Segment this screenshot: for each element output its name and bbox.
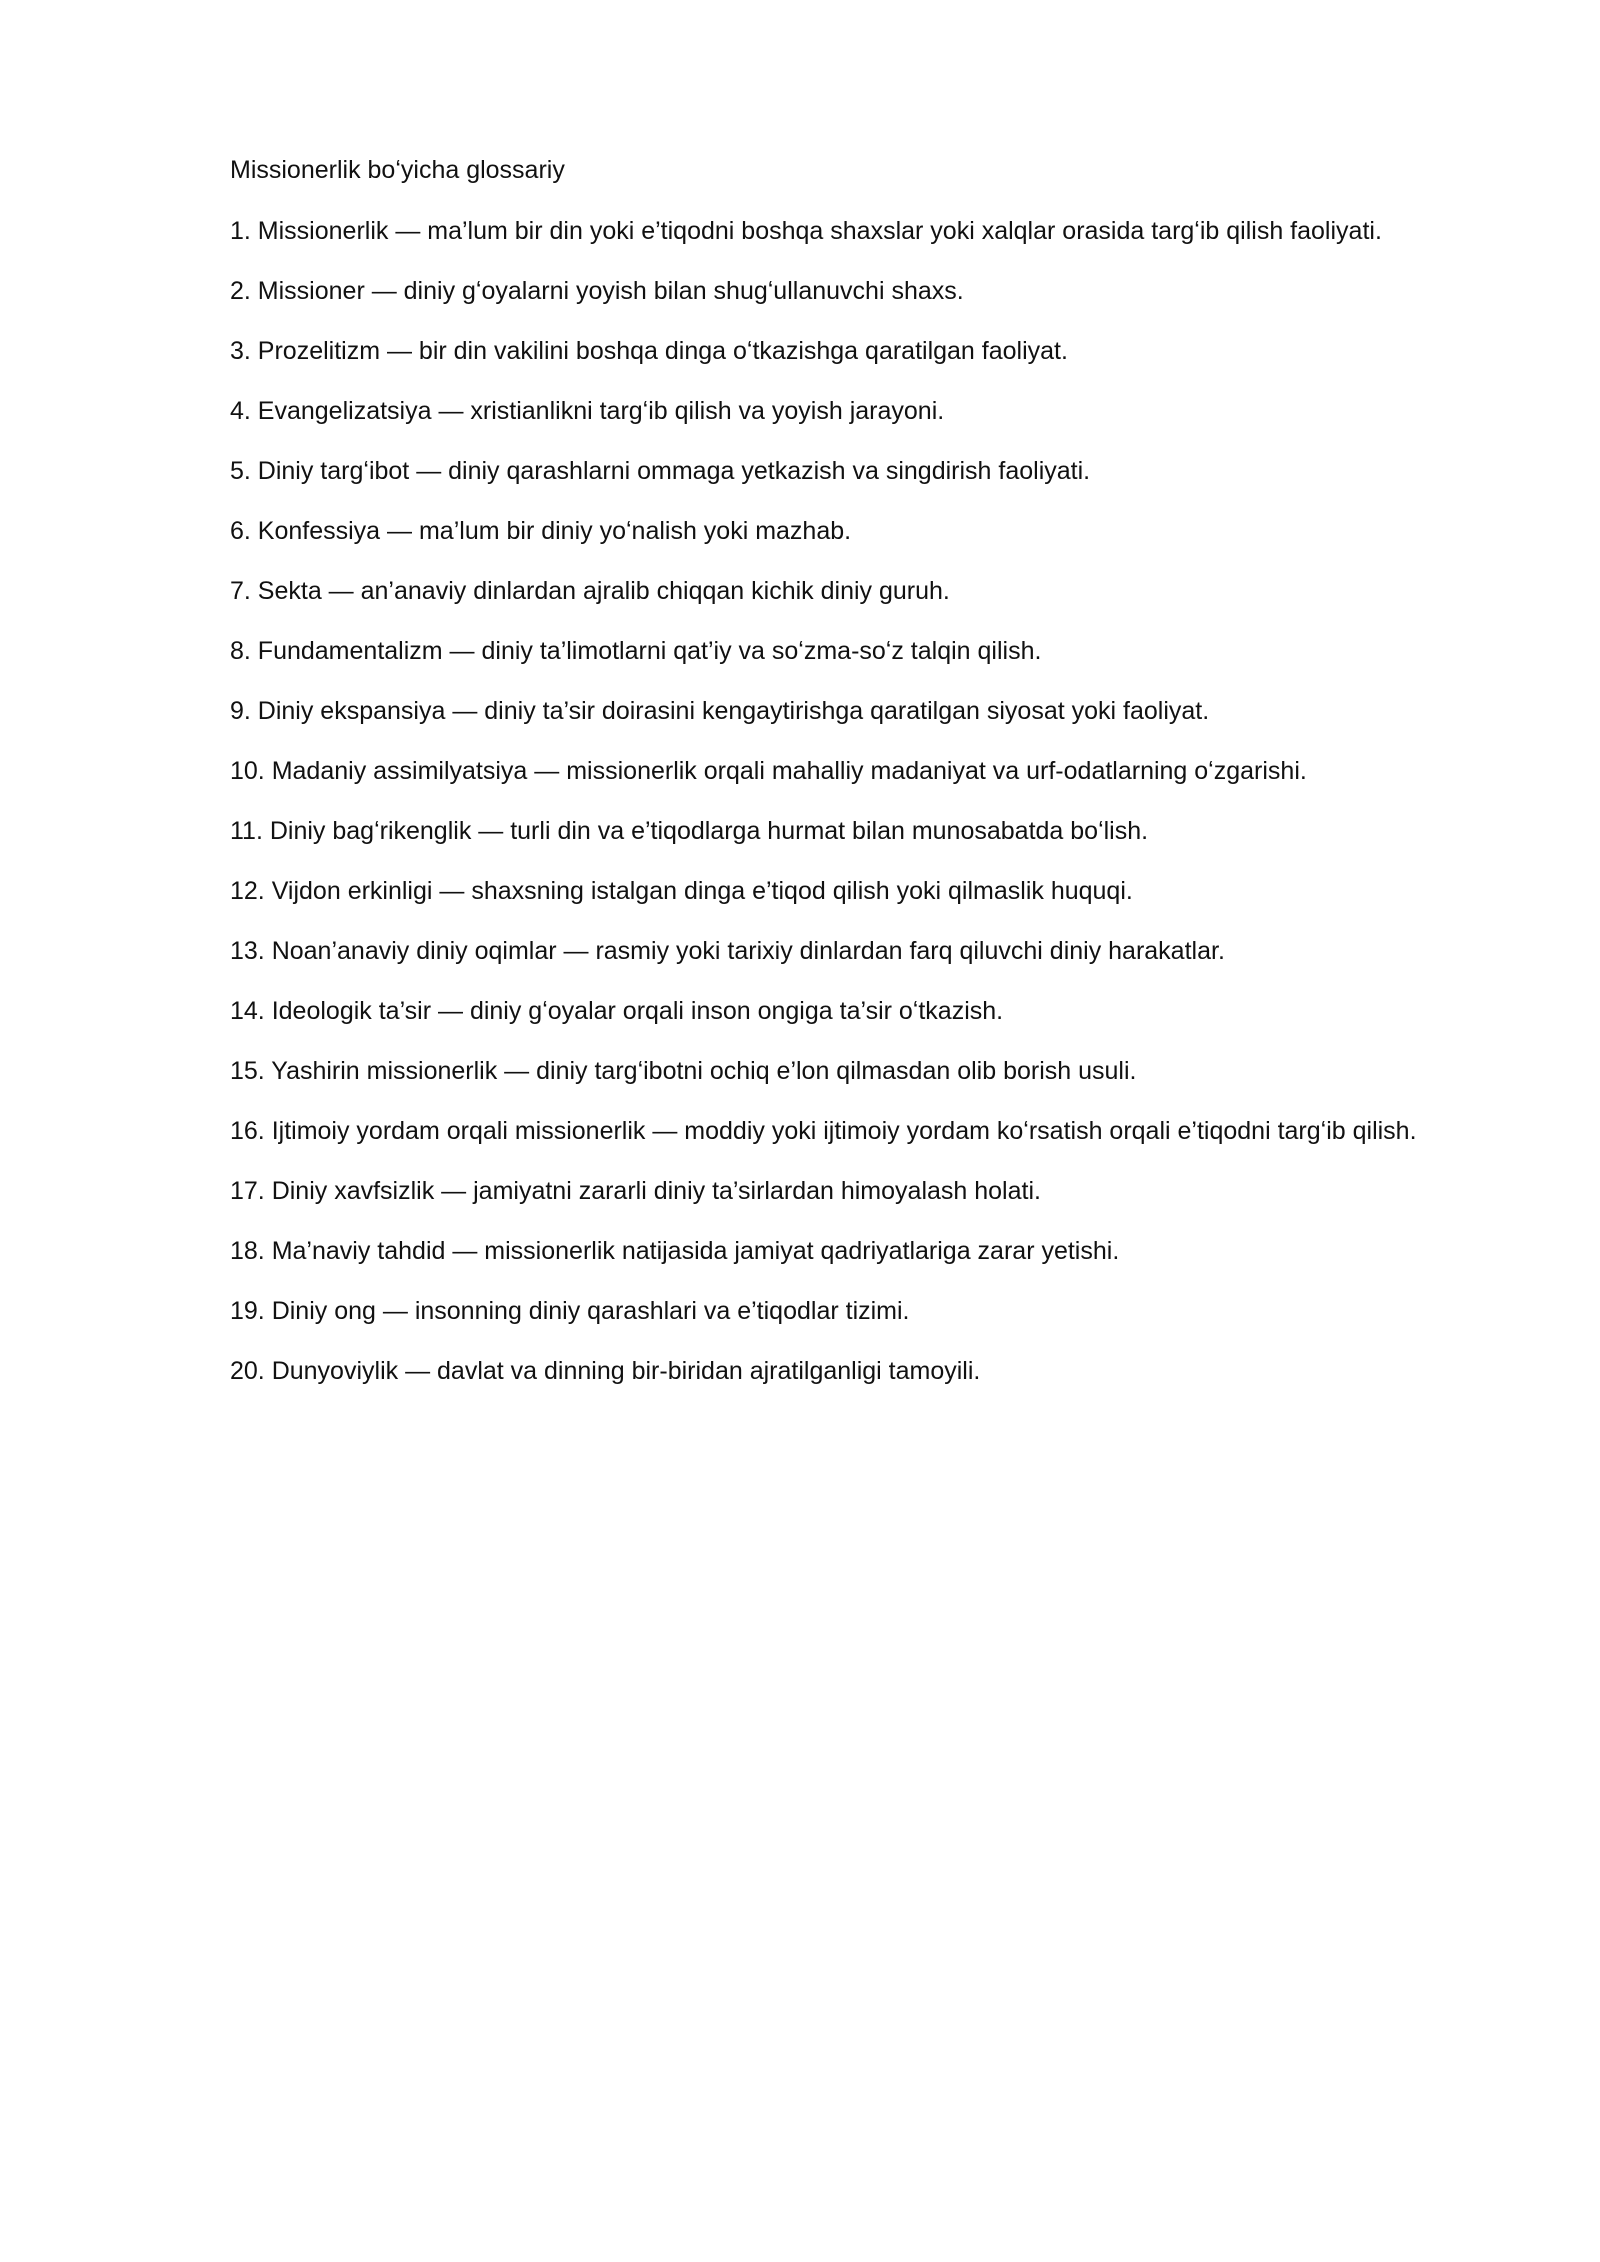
glossary-entry-11: 11. Diniy bagʻrikenglik — turli din va e’tiqodlarga hurmat bilan munosabatda boʻlish. <box>230 817 1149 845</box>
glossary-entry-10: 10. Madaniy assimilyatsiya — missionerlik orqali mahalliy madaniyat va urf-odatlarning oʻzgarishi. <box>230 757 1307 785</box>
glossary-entry-8: 8. Fundamentalizm — diniy ta’limotlarni qat’iy va soʻzma-soʻz talqin qilish. <box>230 637 1042 665</box>
glossary-entry-16: 16. Ijtimoiy yordam orqali missionerlik — moddiy yoki ijtimoiy yordam koʻrsatish orqali e’tiqodni targʻib qilish. <box>230 1117 1417 1145</box>
glossary-entry-4: 4. Evangelizatsiya — xristianlikni targʻib qilish va yoyish jarayoni. <box>230 397 945 425</box>
glossary-entry-15: 15. Yashirin missionerlik — diniy targʻibotni ochiq e’lon qilmasdan olib borish usuli. <box>230 1057 1137 1085</box>
glossary-entry-19: 19. Diniy ong — insonning diniy qarashlari va e’tiqodlar tizimi. <box>230 1297 910 1325</box>
document-title: Missionerlik boʻyicha glossariy <box>230 156 565 184</box>
document-body <box>230 151 1490 1412</box>
glossary-entry-17: 17. Diniy xavfsizlik — jamiyatni zararli diniy ta’sirlardan himoyalash holati. <box>230 1177 1041 1205</box>
glossary-entry-2: 2. Missioner — diniy gʻoyalarni yoyish bilan shugʻullanuvchi shaxs. <box>230 277 964 305</box>
glossary-entry-20: 20. Dunyoviylik — davlat va dinning bir-biridan ajratilganligi tamoyili. <box>230 1357 981 1385</box>
glossary-entry-18: 18. Ma’naviy tahdid — missionerlik natijasida jamiyat qadriyatlariga zarar yetishi. <box>230 1237 1120 1265</box>
glossary-entry-14: 14. Ideologik ta’sir — diniy gʻoyalar orqali inson ongiga ta’sir oʻtkazish. <box>230 997 1004 1025</box>
glossary-entry-5: 5. Diniy targʻibot — diniy qarashlarni ommaga yetkazish va singdirish faoliyati. <box>230 457 1091 485</box>
glossary-entry-6: 6. Konfessiya — ma’lum bir diniy yoʻnalish yoki mazhab. <box>230 517 852 545</box>
glossary-entry-3: 3. Prozelitizm — bir din vakilini boshqa dinga oʻtkazishga qaratilgan faoliyat. <box>230 337 1068 365</box>
glossary-entry-13: 13. Noan’anaviy diniy oqimlar — rasmiy yoki tarixiy dinlardan farq qiluvchi diniy harakatlar. <box>230 937 1225 965</box>
glossary-entry-12: 12. Vijdon erkinligi — shaxsning istalgan dinga e’tiqod qilish yoki qilmaslik huquqi. <box>230 877 1133 905</box>
glossary-entry-7: 7. Sekta — an’anaviy dinlardan ajralib chiqqan kichik diniy guruh. <box>230 577 950 605</box>
glossary-entry-1: 1. Missionerlik — ma’lum bir din yoki e’tiqodni boshqa shaxslar yoki xalqlar orasida targʻib qilish faoliyati. <box>230 217 1382 245</box>
glossary-entry-9: 9. Diniy ekspansiya — diniy ta’sir doirasini kengaytirishga qaratilgan siyosat yoki faoliyat. <box>230 697 1210 725</box>
